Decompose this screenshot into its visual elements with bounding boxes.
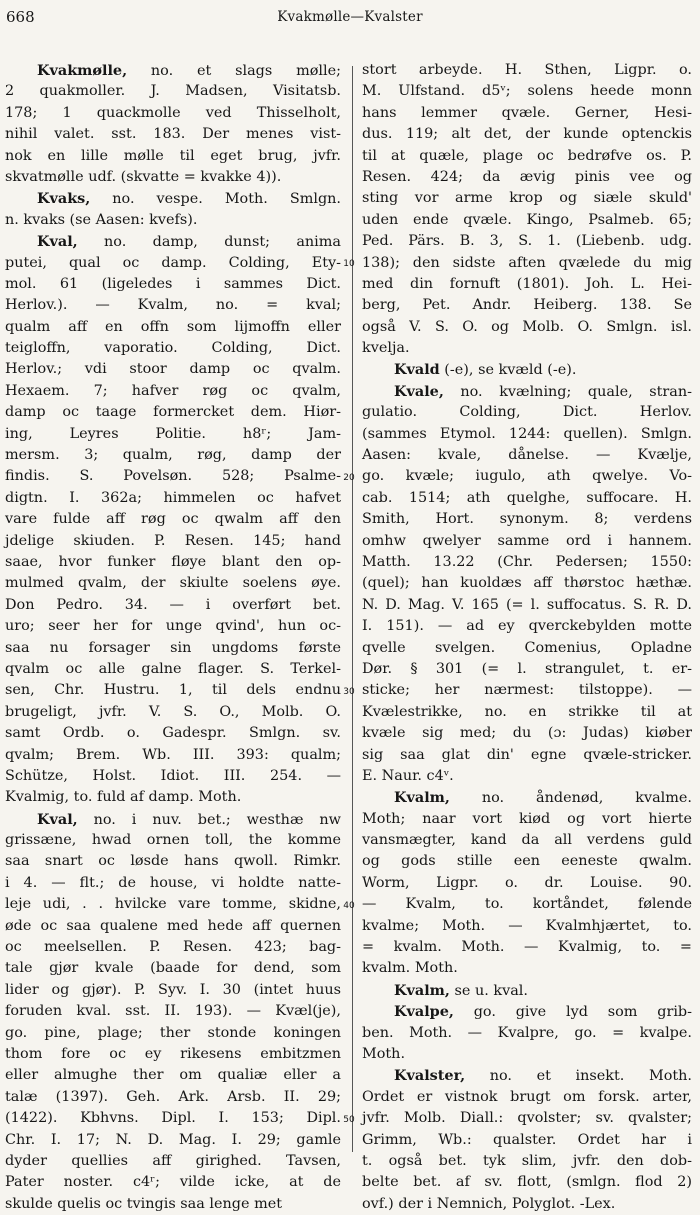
line-text: Kvalmig, to. fuld af damp. Moth. [5, 789, 242, 806]
text-line [362, 1087, 692, 1108]
line-text: saa snart oc løsde hans qwoll. Rimkr. [5, 853, 341, 870]
text-line [362, 745, 692, 766]
text-line [5, 381, 341, 402]
text-line [5, 830, 341, 851]
text-line [5, 1023, 341, 1044]
line-text: belte bet. af sv. flott, (smlgn. flod 2) [362, 1174, 692, 1191]
text-line [5, 809, 341, 830]
line-text: Aasen: kvale, dånelse. — Kvælje, [362, 447, 692, 464]
line-text: E. Naur. c4ᵛ. [362, 767, 454, 784]
text-line [362, 295, 692, 316]
text-line [362, 531, 692, 552]
text-line [5, 1087, 341, 1108]
text-line [362, 659, 692, 680]
headword: Kvald [394, 361, 440, 379]
running-title: Kvakmølle—Kvalster [277, 9, 423, 25]
line-text: Hexaem. 7; hafver røg oc qvalm, [5, 382, 341, 399]
line-text: berg, Pet. Andr. Heiberg. 138. Se [362, 297, 692, 314]
line-text: saa nu forsager sin ungdoms første [5, 639, 341, 656]
headword: Kvalm, [394, 981, 450, 999]
line-text: Kvælestrikke, no. en strikke til at [362, 703, 692, 720]
line-text: talæ (1397). Geh. Ark. Arsb. II. 29; [5, 1088, 341, 1105]
line-text: jdelige skiuden. P. Resen. 145; hand [5, 532, 341, 549]
text-line [362, 167, 692, 188]
line-text: I. 151). — ad ey qverckebylden motte [362, 618, 692, 635]
text-line [362, 1130, 692, 1151]
text-line [5, 851, 341, 872]
line-text: mersm. 3; qualm, røg, damp der [5, 447, 341, 464]
text-line [362, 723, 692, 744]
line-text: n. kvaks (se Aasen: kvefs). [5, 211, 198, 228]
line-text: saae, hvor funker fløye blant den op- [5, 553, 341, 570]
text-line [362, 916, 692, 937]
text-line [362, 253, 692, 274]
text-line [5, 488, 341, 509]
page-header [0, 6, 700, 32]
text-line [5, 231, 341, 252]
text-line [362, 210, 692, 231]
text-line [362, 702, 692, 723]
text-line [5, 81, 341, 102]
text-line [362, 573, 692, 594]
line-text: damp oc taage formercket dem. Hiør- [5, 404, 341, 421]
line-text: 2 quakmoller. J. Madsen, Visitatsb. [5, 83, 341, 100]
line-text: Smith, Hort. synonym. 8; verdens [362, 511, 692, 528]
text-line [5, 595, 341, 616]
line-text: oc meelsellen. P. Resen. 423; bag- [5, 939, 341, 956]
text-line [5, 937, 341, 958]
headword: Kval, [37, 233, 78, 251]
text-line [362, 381, 692, 402]
headword: Kvale, [394, 382, 444, 400]
line-text: qvalm; Brem. Wb. III. 393: qualm; [5, 746, 341, 763]
text-line [5, 210, 341, 231]
text-line [362, 103, 692, 124]
text-line [5, 274, 341, 295]
headword: Kvalm, [394, 789, 450, 807]
text-line [362, 359, 692, 380]
text-line [5, 445, 341, 466]
text-line [5, 616, 341, 637]
text-line [5, 873, 341, 894]
text-line [5, 295, 341, 316]
line-text: lider og gjør). P. Syv. I. 30 (intet huus [5, 981, 341, 998]
line-text: 138); den sidste aften qvælede du mig [362, 254, 692, 271]
line-text: sting vor arme krop og siæle skuld' [362, 190, 692, 207]
line-text: go. pine, plage; ther stonde koningen [5, 1024, 341, 1041]
text-line [5, 509, 341, 530]
line-text: go. kvæle; iugulo, ath qwelye. Vo- [362, 468, 692, 485]
line-text: vare fulde aff røg oc qwalm aff den [5, 511, 341, 528]
text-line [362, 1065, 692, 1086]
text-line [362, 424, 692, 445]
line-text: jvfr. Molb. Diall.: qvolster; sv. qvalster; [362, 1110, 692, 1127]
text-line [5, 402, 341, 423]
text-line [362, 124, 692, 145]
line-text: digtn. I. 362a; himmelen oc hafvet [5, 489, 341, 506]
left-column [5, 60, 341, 1212]
text-line [5, 552, 341, 573]
line-text: go. give lyd som grib- [453, 1004, 692, 1021]
line-text: samt Ordb. o. Gadespr. Smlgn. sv. [5, 725, 341, 742]
line-text: N. D. Mag. V. 165 (= l. suffocatus. S. R. D. [362, 596, 692, 613]
line-text: mulmed qvalm, der skiulte soelens øye. [5, 575, 341, 592]
line-number-marker: 10 [343, 258, 355, 269]
line-number-marker: 40 [343, 900, 355, 911]
text-line [5, 916, 341, 937]
line-number-marker: 50 [343, 1114, 355, 1125]
text-line [5, 958, 341, 979]
page-number: 668 [6, 8, 35, 26]
text-line [362, 616, 692, 637]
line-text: no. åndenød, kvalme. [449, 790, 692, 807]
text-line [362, 809, 692, 830]
line-text: M. Ulfstand. d5ᵛ; solens heede monn [362, 83, 692, 100]
line-number-marker: 30 [343, 686, 355, 697]
text-line [362, 231, 692, 252]
line-text: også V. S. O. og Molb. O. Smlgn. isl. [362, 318, 692, 335]
text-line [5, 1130, 341, 1151]
line-text: no. damp, dunst; anima [77, 234, 341, 251]
line-text: — Kvalm, to. kortåndet, følende [362, 896, 692, 913]
text-line [362, 1172, 692, 1193]
line-text: Ordet er vistnok brugt om forsk. arter, [362, 1088, 692, 1105]
line-text: Resen. 424; da ævig pinis vee og [362, 168, 692, 185]
text-line [5, 1108, 341, 1129]
text-line [362, 766, 692, 787]
text-line [362, 937, 692, 958]
text-line [362, 1001, 692, 1022]
line-text: no. et insekt. Moth. [465, 1068, 692, 1085]
line-text: t. også bet. tyk slim, jvfr. den dob- [362, 1152, 692, 1169]
line-text: Moth; naar vort kiød og vort hierte [362, 810, 692, 827]
line-text: mol. 61 (ligeledes i sammes Dict. [5, 275, 341, 292]
line-text: qvalm oc alle galne flager. S. Terkel- [5, 660, 341, 677]
text-line [5, 638, 341, 659]
line-text: kvæle sig med; du (ɔ: Judas) kiøber [362, 725, 692, 742]
line-text: sen, Chr. Hustru. 1, til dels endnu [5, 682, 341, 699]
line-text: Matth. 13.22 (Chr. Pedersen; 1550: [362, 553, 692, 570]
text-line [5, 659, 341, 680]
line-text: no. et slags mølle; [127, 63, 341, 79]
line-text: sig saa glat din' egne qvæle-stricker. [362, 746, 692, 763]
line-text: skvatmølle udf. (skvatte = kvakke 4)). [5, 168, 282, 185]
text-line [5, 980, 341, 1001]
line-text: 178; 1 quackmolle ved Thisselholt, [5, 104, 341, 121]
text-line [5, 573, 341, 594]
line-text: kvelja. [362, 340, 410, 357]
text-line [5, 60, 341, 81]
text-line [5, 894, 341, 915]
text-line [5, 723, 341, 744]
text-line [362, 338, 692, 359]
text-line [362, 1044, 692, 1065]
line-text: no. kvælning; quale, stran- [443, 383, 692, 400]
line-text: qvelle svelgen. Comenius, Opladne [362, 639, 692, 656]
text-line [362, 445, 692, 466]
headword: Kval, [37, 810, 78, 828]
text-line [362, 894, 692, 915]
line-text: no. vespe. Moth. Smlgn. [90, 191, 341, 208]
text-line [5, 1001, 341, 1022]
text-line [362, 552, 692, 573]
text-line [362, 317, 692, 338]
text-line [362, 595, 692, 616]
text-line [362, 274, 692, 295]
text-line [5, 317, 341, 338]
text-line [5, 766, 341, 787]
line-text: med din fornuft (1801). Joh. L. Hei- [362, 275, 692, 292]
text-line [5, 1151, 341, 1172]
text-line [362, 1108, 692, 1129]
line-text: til at quæle, plage oc bedrøfve os. P. [362, 147, 692, 164]
line-text: omhw qwelyer samme ord i hannem. [362, 532, 692, 549]
line-text: kvalme; Moth. — Kvalmhjærtet, to. [362, 917, 692, 934]
line-text: Herlov.; vdi stoor damp oc qvalm. [5, 361, 341, 378]
line-text: no. i nuv. bet.; westhæ nw [77, 811, 341, 828]
text-line [362, 980, 692, 1001]
line-text: teigloffn, vaporatio. Colding, Dict. [5, 340, 341, 357]
text-line [362, 1194, 692, 1215]
line-text: Herlov.). — Kvalm, no. = kval; [5, 297, 341, 314]
text-line [362, 873, 692, 894]
line-text: Dør. § 301 (= l. strangulet, t. er- [362, 660, 692, 677]
text-line [5, 466, 341, 487]
line-text: dus. 119; alt det, der kunde optenckis [362, 126, 692, 143]
text-line [5, 531, 341, 552]
line-text: sticke; her nærmest: tilstoppe). — [362, 682, 692, 699]
line-text: (quel); han kuoldæs aff thørstoc hæthæ. [362, 575, 692, 592]
line-text: Don Pedro. 34. — i overført bet. [5, 596, 341, 613]
text-line [5, 146, 341, 167]
line-text: leje udi, . . hvilcke vare tomme, skidne, [5, 896, 341, 913]
text-line [362, 509, 692, 530]
line-text: Moth. [362, 1045, 406, 1062]
right-column [362, 60, 692, 1212]
line-text: (sammes Etymol. 1244: quellen). Smlgn. [362, 425, 692, 442]
line-text: qualm aff en offn som lijmoffn eller [5, 318, 341, 335]
text-line [5, 124, 341, 145]
text-line [362, 466, 692, 487]
text-line [5, 1172, 341, 1193]
line-text: ovf.) der i Nemnich, Polyglot. -Lex. [362, 1195, 616, 1212]
line-text: Worm, Ligpr. o. dr. Louise. 90. [362, 874, 692, 891]
line-text: (-e), se kvæld (-e). [439, 362, 577, 379]
text-line [5, 338, 341, 359]
line-text: Pater noster. c4ʳ; vilde icke, at de [5, 1174, 341, 1191]
line-number-marker: 20 [343, 472, 355, 483]
line-text: ing, Leyres Politie. h8ʳ; Jam- [5, 425, 341, 442]
headword: Kvakmølle, [37, 62, 128, 79]
line-text: foruden kval. sst. II. 193). — Kvæl(je), [5, 1003, 341, 1020]
text-line [5, 1065, 341, 1086]
line-text: putei, qual oc damp. Colding, Ety- [5, 254, 341, 271]
text-line [5, 787, 341, 808]
text-line [5, 424, 341, 445]
headword: Kvaks, [37, 190, 91, 208]
text-line [362, 60, 692, 81]
line-text: Schütze, Holst. Idiot. III. 254. — [5, 767, 341, 784]
line-text: stort arbeyde. H. Sthen, Ligpr. o. [362, 62, 692, 78]
line-text: Ped. Pärs. B. 3, S. 1. (Liebenb. udg. [362, 233, 692, 250]
line-text: findis. S. Povelsøn. 528; Psalme- [5, 468, 341, 485]
text-line [362, 851, 692, 872]
line-text: thom fore oc ey rikesens embitzmen [5, 1045, 341, 1062]
line-text: gulatio. Colding, Dict. Herlov. [362, 404, 692, 421]
text-line [362, 638, 692, 659]
line-text: tale gjør kvale (baade for dend, som [5, 960, 341, 977]
line-text: dyder quellies aff girighed. Tavsen, [5, 1152, 341, 1169]
text-line [362, 146, 692, 167]
line-text: i 4. — flt.; de house, vi holdte natte- [5, 874, 341, 891]
line-text: brugeligt, jvfr. V. S. O., Molb. O. [5, 703, 341, 720]
line-text: = kvalm. Moth. — Kvalmig, to. = [362, 939, 692, 956]
line-text: Chr. I. 17; N. D. Mag. I. 29; gamle [5, 1131, 341, 1148]
line-text: og gods stille een eeneste qwalm. [362, 853, 692, 870]
text-line [5, 702, 341, 723]
text-line [362, 1023, 692, 1044]
line-text: øde oc saa qualene med hede aff quernen [5, 917, 341, 934]
text-line [362, 81, 692, 102]
column-divider [352, 66, 353, 1152]
text-line [5, 359, 341, 380]
line-text: skulde quelis oc tvingis saa lenge met [5, 1195, 283, 1212]
text-line [362, 787, 692, 808]
text-line [362, 188, 692, 209]
line-text: ben. Moth. — Kvalpre, go. = kvalpe. [362, 1024, 692, 1041]
text-line [5, 103, 341, 124]
line-text: nihil valet. sst. 183. Der menes vist- [5, 126, 341, 143]
text-line [362, 1151, 692, 1172]
line-text: (1422). Kbhvns. Dipl. I. 153; Dipl. [5, 1110, 341, 1127]
line-text: hans lemmer qvæle. Gerner, Hesi- [362, 104, 692, 121]
text-line [362, 958, 692, 979]
line-text: kvalm. Moth. [362, 960, 458, 977]
text-line [5, 680, 341, 701]
line-text: se u. kval. [449, 982, 528, 999]
text-line [362, 830, 692, 851]
line-text: uden ende qvæle. Kingo, Psalmeb. 65; [362, 211, 692, 228]
text-line [5, 253, 341, 274]
text-line [5, 188, 341, 209]
line-text: cab. 1514; ath quelghe, suffocare. H. [362, 489, 692, 506]
text-line [5, 745, 341, 766]
text-line [362, 402, 692, 423]
headword: Kvalster, [394, 1067, 466, 1085]
line-text: Grimm, Wb.: qualster. Ordet har i [362, 1131, 692, 1148]
line-text: vansmægter, kand da all verdens guld [362, 832, 692, 849]
line-text: nok en lille mølle til eget brug, jvfr. [5, 147, 341, 164]
headword: Kvalpe, [394, 1003, 454, 1021]
text-line [5, 1194, 341, 1215]
text-line [362, 680, 692, 701]
line-text: uro; seer her for unge qvind', hun oc- [5, 618, 341, 635]
text-line [5, 167, 341, 188]
text-line [362, 488, 692, 509]
line-text: eller almughe ther om qualiæ eller a [5, 1067, 341, 1084]
line-text: grissæne, hwad ornen toll, the komme [5, 832, 341, 849]
text-line [5, 1044, 341, 1065]
